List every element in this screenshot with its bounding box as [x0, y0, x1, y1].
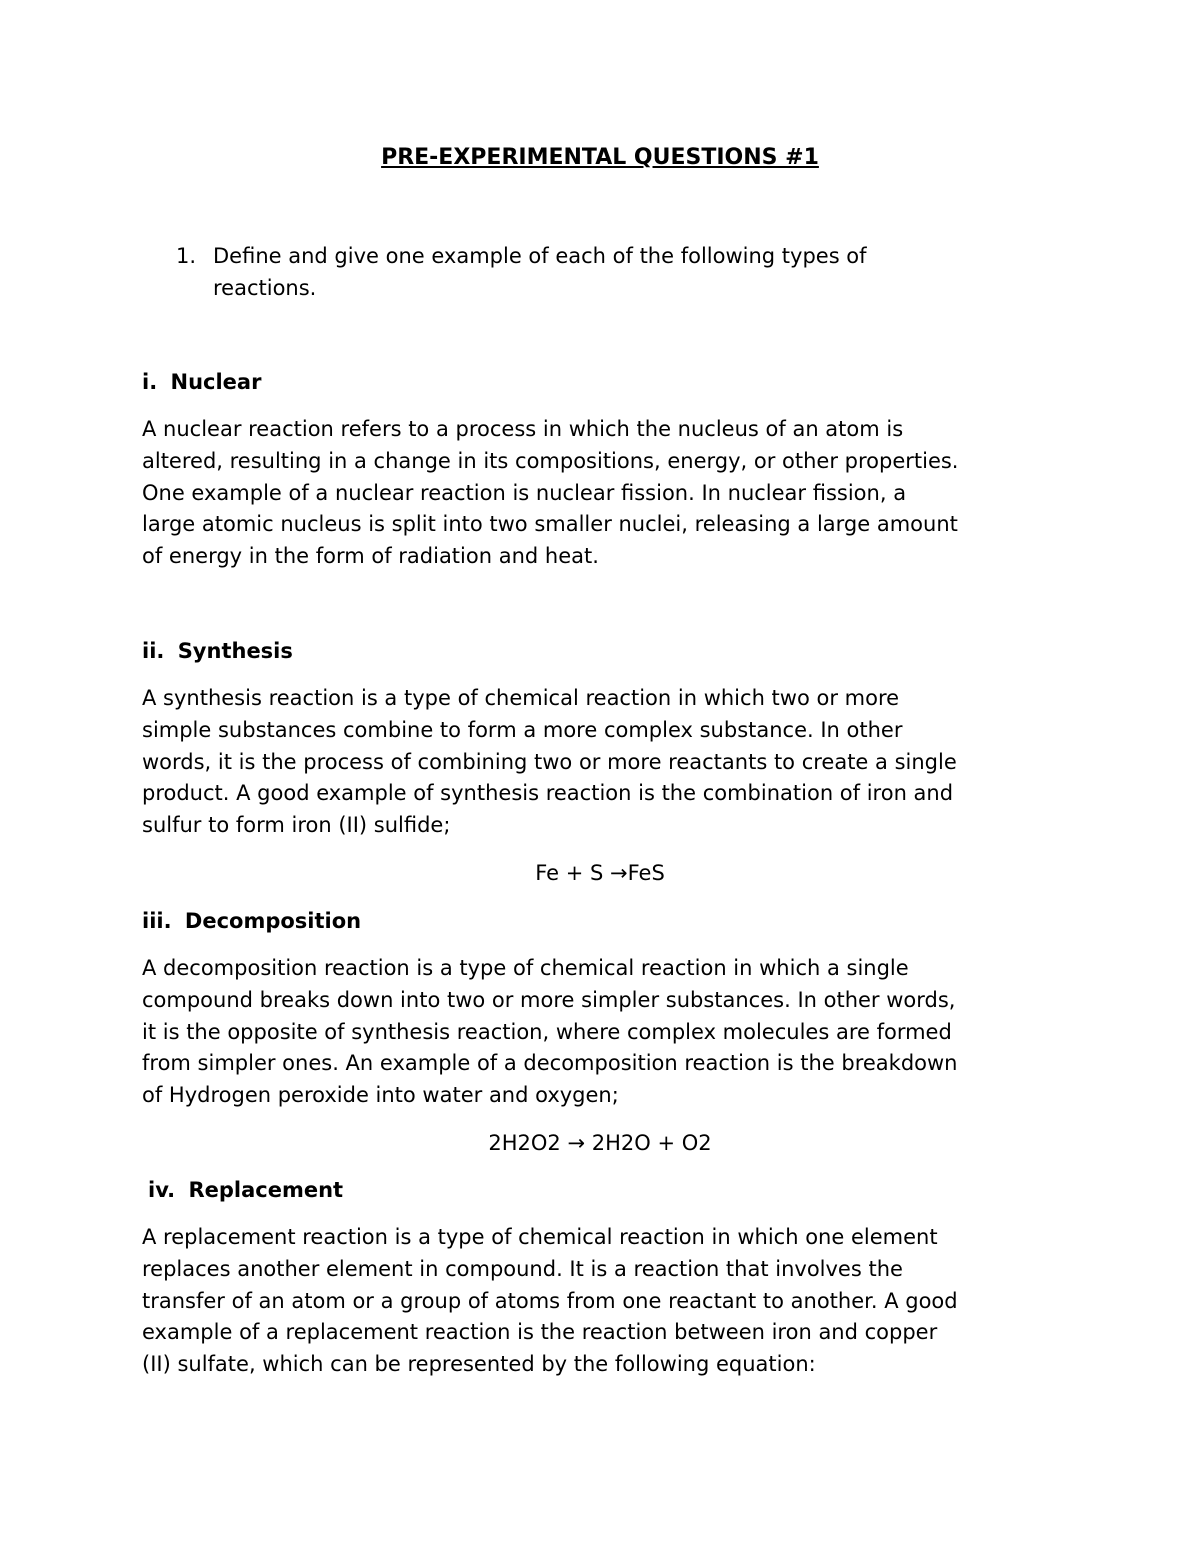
paragraph-nuclear [142, 414, 1072, 573]
section-heading-replacement [148, 1175, 343, 1205]
paragraph-line: of energy in the form of radiation and heat. [142, 544, 599, 569]
question-text-line-1: Define and give one example of each of the following types of [213, 244, 867, 268]
section-heading-decomposition [142, 906, 361, 936]
section-heading-synthesis [142, 636, 293, 666]
paragraph-line: example of a replacement reaction is the reaction between iron and copper [142, 1320, 938, 1345]
paragraph-line: compound breaks down into two or more simpler substances. In other words, [142, 987, 956, 1012]
section-title: Decomposition [184, 909, 362, 933]
paragraph-synthesis [142, 683, 1072, 842]
section-title: Nuclear [170, 370, 262, 394]
question-item [176, 240, 976, 304]
paragraph-line: altered, resulting in a change in its compositions, energy, or other properties. [142, 448, 959, 473]
section-numeral: i. [142, 370, 158, 394]
paragraph-line: words, it is the process of combining two or more reactants to create a single [142, 749, 957, 774]
paragraph-line: A decomposition reaction is a type of chemical reaction in which a single [142, 956, 909, 980]
paragraph-line: (II) sulfate, which can be represented by the following equation: [142, 1352, 816, 1377]
section-numeral: iii. [142, 909, 172, 933]
paragraph-line: from simpler ones. An example of a decomposition reaction is the breakdown [142, 1051, 958, 1076]
section-numeral: iv. [148, 1178, 176, 1202]
paragraph-line: sulfur to form iron (II) sulfide; [142, 813, 451, 838]
paragraph-line: One example of a nuclear reaction is nuclear fission. In nuclear fission, a [142, 480, 907, 505]
paragraph-line: large atomic nucleus is split into two smaller nuclei, releasing a large amount [142, 512, 958, 537]
paragraph-decomposition [142, 953, 1072, 1112]
section-title: Replacement [188, 1178, 344, 1202]
paragraph-line: product. A good example of synthesis reaction is the combination of iron and [142, 781, 954, 806]
paragraph-line: A nuclear reaction refers to a process in which the nucleus of an atom is [142, 417, 904, 441]
question-text-line-2: reactions. [213, 276, 317, 300]
section-title: Synthesis [177, 639, 293, 663]
paragraph-line: it is the opposite of synthesis reaction, where complex molecules are formed [142, 1019, 952, 1044]
question-number: 1. [176, 244, 197, 268]
section-heading-nuclear [142, 367, 261, 397]
page-title: PRE-EXPERIMENTAL QUESTIONS #1 [381, 145, 819, 170]
paragraph-line: A synthesis reaction is a type of chemical reaction in which two or more [142, 686, 900, 710]
paragraph-line: A replacement reaction is a type of chemical reaction in which one element [142, 1225, 938, 1249]
equation-synthesis: Fe + S →FeS [535, 861, 665, 885]
paragraph-replacement [142, 1222, 1072, 1381]
paragraph-line: simple substances combine to form a more complex substance. In other [142, 717, 903, 742]
paragraph-line: replaces another element in compound. It is a reaction that involves the [142, 1256, 903, 1281]
paragraph-line: transfer of an atom or a group of atoms from one reactant to another. A good [142, 1288, 958, 1313]
paragraph-line: of Hydrogen peroxide into water and oxygen; [142, 1083, 619, 1108]
equation-decomposition: 2H2O2 → 2H2O + O2 [488, 1131, 712, 1155]
section-numeral: ii. [142, 639, 165, 663]
